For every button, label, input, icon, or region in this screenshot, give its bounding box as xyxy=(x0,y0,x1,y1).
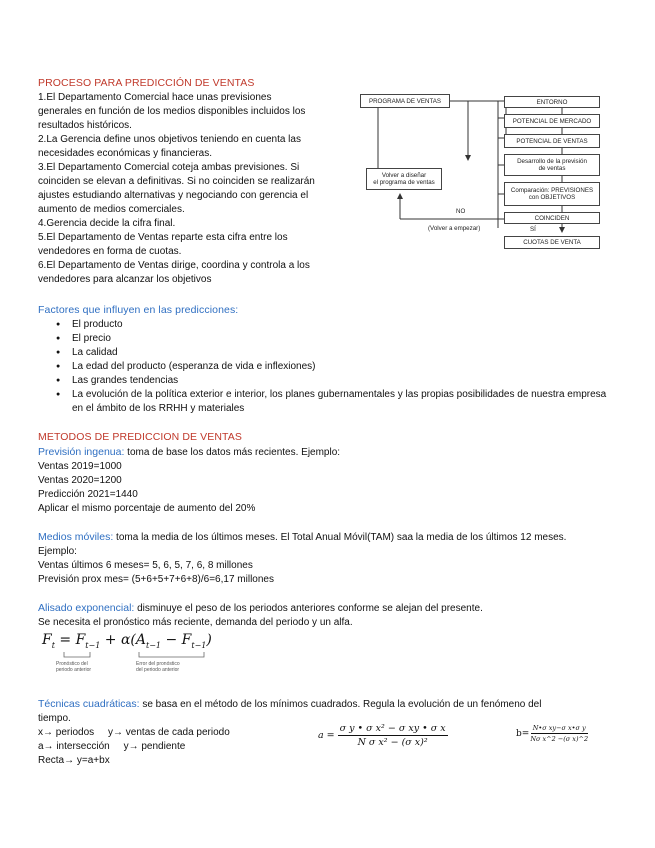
alisado-heading-line xyxy=(38,601,628,616)
moviles-line: Ventas últimos 6 meses= 5, 6, 5, 7, 6, 8 millones xyxy=(38,560,253,571)
cuadraticas-heading-line xyxy=(38,697,628,712)
alisado-formula: $F_t = F_{t-1} + \alpha(A_{t-1} - F_{t-1})$ xyxy=(42,632,212,650)
proceso-line: resultados históricos. xyxy=(38,120,132,131)
sales-forecast-flow-diagram xyxy=(358,88,608,258)
proceso-line: 5.El Departamento de Ventas reparte esta cifra entre los xyxy=(38,232,288,243)
proceso-line: generales en función de los medios disponibles incluidos los xyxy=(38,106,306,117)
proceso-line: necesidades económicas y financieras. xyxy=(38,148,212,159)
box-volver-line1: Volver a diseñar xyxy=(381,172,427,179)
list-item: ● El precio xyxy=(38,332,608,346)
formula-b-fraction xyxy=(530,724,588,743)
formula-b xyxy=(516,724,588,743)
proceso-line: vendedores en forma de cuotas. xyxy=(38,246,182,257)
moviles-label: Medios móviles: xyxy=(38,531,114,543)
box-desarrollo-prevision xyxy=(504,154,600,176)
alisado-label: Alisado exponencial: xyxy=(38,602,135,614)
box-desarrollo-line1: Desarrollo de la previsión xyxy=(517,158,587,165)
cuadraticas-label: Técnicas cuadráticas: xyxy=(38,698,140,710)
moviles-line: Previsión prox mes= (5+6+5+7+6+8)/6=6,17 millones xyxy=(38,574,274,585)
proceso-line: 2.La Gerencia define unos objetivos teniendo en cuenta las xyxy=(38,134,301,145)
list-item: ● La evolución de la política exterior e interior, los planes gubernamentales y las propias posibilidades de nuestra empresa en el ámbito de los RRHH y materiales xyxy=(38,388,608,416)
proceso-text xyxy=(38,91,338,287)
section-title-proceso: PROCESO PARA PREDICCIÓN DE VENTAS xyxy=(38,77,255,89)
proceso-line: 4.Gerencia decide la cifra final. xyxy=(38,218,176,229)
alisado-note-line: Error del pronóstico xyxy=(136,661,180,667)
list-item: ● La edad del producto (esperanza de vida e inflexiones) xyxy=(38,360,608,374)
ingenua-line: Predicción 2021=1440 xyxy=(38,489,138,500)
alisado-note-error xyxy=(136,661,180,673)
formula-a-lhs: a = xyxy=(318,730,335,741)
list-item: ● El producto xyxy=(38,318,608,332)
ingenua-line: Aplicar el mismo porcentaje de aumento del 20% xyxy=(38,503,256,514)
formula-b-lhs: b= xyxy=(516,728,530,739)
ingenua-block xyxy=(38,445,618,516)
formula-a-fraction xyxy=(338,723,448,748)
moviles-text: toma la media de los últimos meses. El Total Anual Móvil(TAM) saa la media de los últimos 12 meses. xyxy=(113,532,567,543)
formula-a xyxy=(318,723,448,748)
proceso-line: 3.El Departamento Comercial coteja ambas previsiones. Si xyxy=(38,162,300,173)
cuadraticas-text: se basa en el método de los mínimos cuadrados. Regula la evolución de un fenómeno del xyxy=(139,699,542,710)
cuadraticas-line: tiempo. xyxy=(38,713,71,724)
formula-a-numerator: σ y • σ x² − σ xy • σ x xyxy=(339,723,446,734)
cuadraticas-line: a→ intersección y→ pendiente xyxy=(38,741,186,752)
box-volver-disenar xyxy=(366,168,442,190)
box-comparacion-line1: Comparación: PREVISIONES xyxy=(510,187,594,194)
box-coinciden: COINCIDEN xyxy=(504,212,600,224)
box-comparacion-line2: con OBJETIVOS xyxy=(528,194,576,201)
label-si: SÍ xyxy=(530,226,536,233)
alisado-note-pronostico xyxy=(56,661,91,673)
alisado-note-line: periodo anterior xyxy=(56,667,92,673)
alisado-line: Se necesita el pronóstico más reciente, demanda del periodo y un alfa. xyxy=(38,617,353,628)
formula-a-denominator: N σ x² − (σ x)² xyxy=(357,737,428,748)
proceso-line: ajustes estudiando alternativas y negociando con gerencia el xyxy=(38,190,309,201)
proceso-line: 1.El Departamento Comercial hace unas previsiones xyxy=(38,92,272,103)
alisado-note-line: Pronóstico del xyxy=(56,661,88,667)
cuadraticas-line: x→ periodos y→ ventas de cada periodo xyxy=(38,727,230,738)
list-item: ● Las grandes tendencias xyxy=(38,374,608,388)
box-desarrollo-line2: de ventas xyxy=(538,165,566,172)
label-no: NO xyxy=(456,208,466,215)
ingenua-line: Ventas 2020=1200 xyxy=(38,475,122,486)
box-entorno: ENTORNO xyxy=(504,96,600,108)
cuadraticas-line: Recta→ y=a+bx xyxy=(38,755,110,766)
proceso-line: 6.El Departamento de Ventas dirige, coordina y controla a los xyxy=(38,260,310,271)
label-volver-empezar: (Volver a empezar) xyxy=(428,225,481,232)
alisado-text: disminuye el peso de los periodos anteriores conforme se alejan del presente. xyxy=(134,603,483,614)
box-programa-ventas: PROGRAMA DE VENTAS xyxy=(360,94,450,108)
section-title-factores: Factores que influyen en las predicciones: xyxy=(38,304,239,316)
box-potencial-ventas: POTENCIAL DE VENTAS xyxy=(504,134,600,148)
ingenua-heading-line xyxy=(38,445,618,460)
list-item: ● La calidad xyxy=(38,346,608,360)
moviles-line: Ejemplo: xyxy=(38,546,77,557)
ingenua-label: Previsión ingenua: xyxy=(38,446,125,458)
formula-b-denominator: Nσ x^2 −(σ x)^2 xyxy=(530,735,589,743)
box-comparacion xyxy=(504,182,600,206)
ingenua-line: Ventas 2019=1000 xyxy=(38,461,122,472)
section-title-metodos: METODOS DE PREDICCION DE VENTAS xyxy=(38,431,242,443)
ingenua-text: toma de base los datos más recientes. Ejemplo: xyxy=(124,447,341,458)
factores-list xyxy=(38,318,608,416)
moviles-heading-line xyxy=(38,530,628,545)
proceso-line: vendedores para alcanzar los objetivos xyxy=(38,274,212,285)
box-cuotas-venta: CUOTAS DE VENTA xyxy=(504,236,600,249)
moviles-block xyxy=(38,530,628,587)
proceso-line: aumento de medios comerciales. xyxy=(38,204,185,215)
alisado-note-line: del periodo anterior xyxy=(136,667,180,673)
alisado-block xyxy=(38,601,628,630)
proceso-line: coinciden se elevan a definitivas. Si no coinciden se realizarán xyxy=(38,176,315,187)
formula-b-numerator: N•σ xy−σ x•σ y xyxy=(532,724,586,732)
box-volver-line2: el programa de ventas xyxy=(373,179,435,186)
box-potencial-mercado: POTENCIAL DE MERCADO xyxy=(504,114,600,128)
